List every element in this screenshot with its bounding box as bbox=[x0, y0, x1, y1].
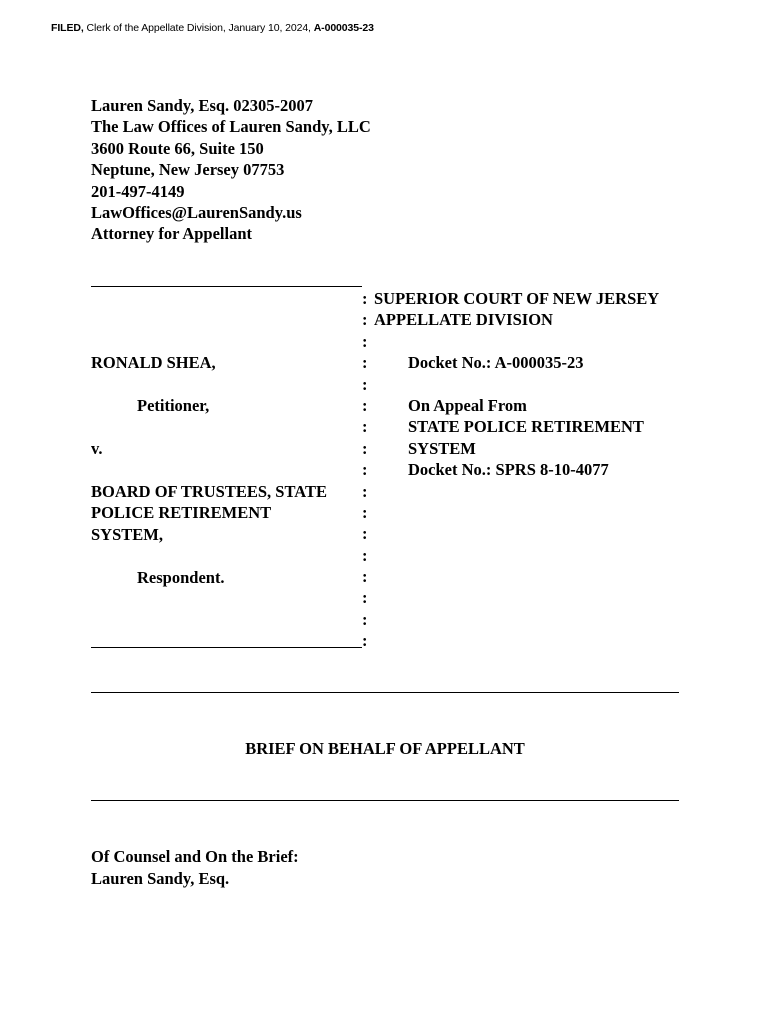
colon-mark: : bbox=[362, 481, 368, 501]
filed-text: Clerk of the Appellate Division, January 10, 2024, bbox=[86, 22, 311, 34]
phone-number: 201-497-4149 bbox=[91, 181, 185, 201]
filed-docket: A-000035-23 bbox=[313, 22, 374, 34]
colon-mark: : bbox=[362, 289, 368, 308]
law-firm-name: The Law Offices of Lauren Sandy, LLC bbox=[91, 117, 371, 137]
colon-mark: : bbox=[362, 438, 368, 458]
counsel-block bbox=[91, 846, 299, 890]
respondent-name-line: SYSTEM, bbox=[91, 524, 163, 544]
colon-mark: : bbox=[362, 588, 368, 608]
caption-colon-column bbox=[362, 288, 376, 652]
court-name-line1: SUPERIOR COURT OF NEW JERSEY bbox=[374, 289, 660, 308]
appeal-line: On Appeal From bbox=[408, 396, 527, 415]
filed-label: FILED, bbox=[51, 22, 84, 34]
court-name bbox=[374, 288, 659, 331]
filed-stamp bbox=[51, 22, 374, 34]
title-top-rule bbox=[91, 692, 679, 693]
street-address: 3600 Route 66, Suite 150 bbox=[91, 138, 264, 158]
attorney-block bbox=[91, 95, 371, 245]
attorney-name: Lauren Sandy, Esq. 02305-2007 bbox=[91, 96, 314, 115]
attorney-role: Attorney for Appellant bbox=[91, 224, 253, 244]
caption-bottom-rule bbox=[91, 647, 362, 648]
counsel-heading: Of Counsel and On the Brief: bbox=[91, 847, 299, 866]
appeal-line: SYSTEM bbox=[408, 438, 476, 458]
colon-mark: : bbox=[362, 524, 368, 544]
colon-mark: : bbox=[362, 502, 368, 522]
docket-number: Docket No.: A-000035-23 bbox=[408, 353, 584, 372]
court-name-line2: APPELLATE DIVISION bbox=[374, 310, 553, 330]
respondent-name-line: BOARD OF TRUSTEES, STATE bbox=[91, 482, 327, 501]
brief-title: BRIEF ON BEHALF OF APPELLANT bbox=[245, 739, 525, 758]
colon-mark: : bbox=[362, 310, 368, 330]
colon-mark: : bbox=[362, 460, 368, 480]
email-address: LawOffices@LaurenSandy.us bbox=[91, 203, 302, 223]
colon-mark: : bbox=[362, 331, 368, 351]
colon-mark: : bbox=[362, 417, 368, 437]
counsel-name: Lauren Sandy, Esq. bbox=[91, 869, 230, 888]
appeal-line: STATE POLICE RETIREMENT bbox=[408, 417, 644, 437]
appeal-from-block bbox=[408, 395, 644, 481]
caption-top-rule bbox=[91, 286, 362, 287]
colon-mark: : bbox=[362, 609, 368, 629]
title-bottom-rule bbox=[91, 800, 679, 801]
petitioner-role: Petitioner, bbox=[137, 396, 210, 415]
versus: v. bbox=[91, 439, 103, 458]
colon-mark: : bbox=[362, 353, 368, 373]
respondent-name bbox=[91, 481, 327, 545]
colon-mark: : bbox=[362, 567, 368, 587]
colon-mark: : bbox=[362, 631, 368, 651]
respondent-role: Respondent. bbox=[137, 568, 225, 587]
colon-mark: : bbox=[362, 395, 368, 415]
colon-mark: : bbox=[362, 545, 368, 565]
petitioner-name: RONALD SHEA, bbox=[91, 353, 216, 372]
respondent-name-line: POLICE RETIREMENT bbox=[91, 503, 272, 523]
city-state-zip: Neptune, New Jersey 07753 bbox=[91, 160, 285, 180]
appeal-line: Docket No.: SPRS 8-10-4077 bbox=[408, 460, 609, 480]
colon-mark: : bbox=[362, 374, 368, 394]
